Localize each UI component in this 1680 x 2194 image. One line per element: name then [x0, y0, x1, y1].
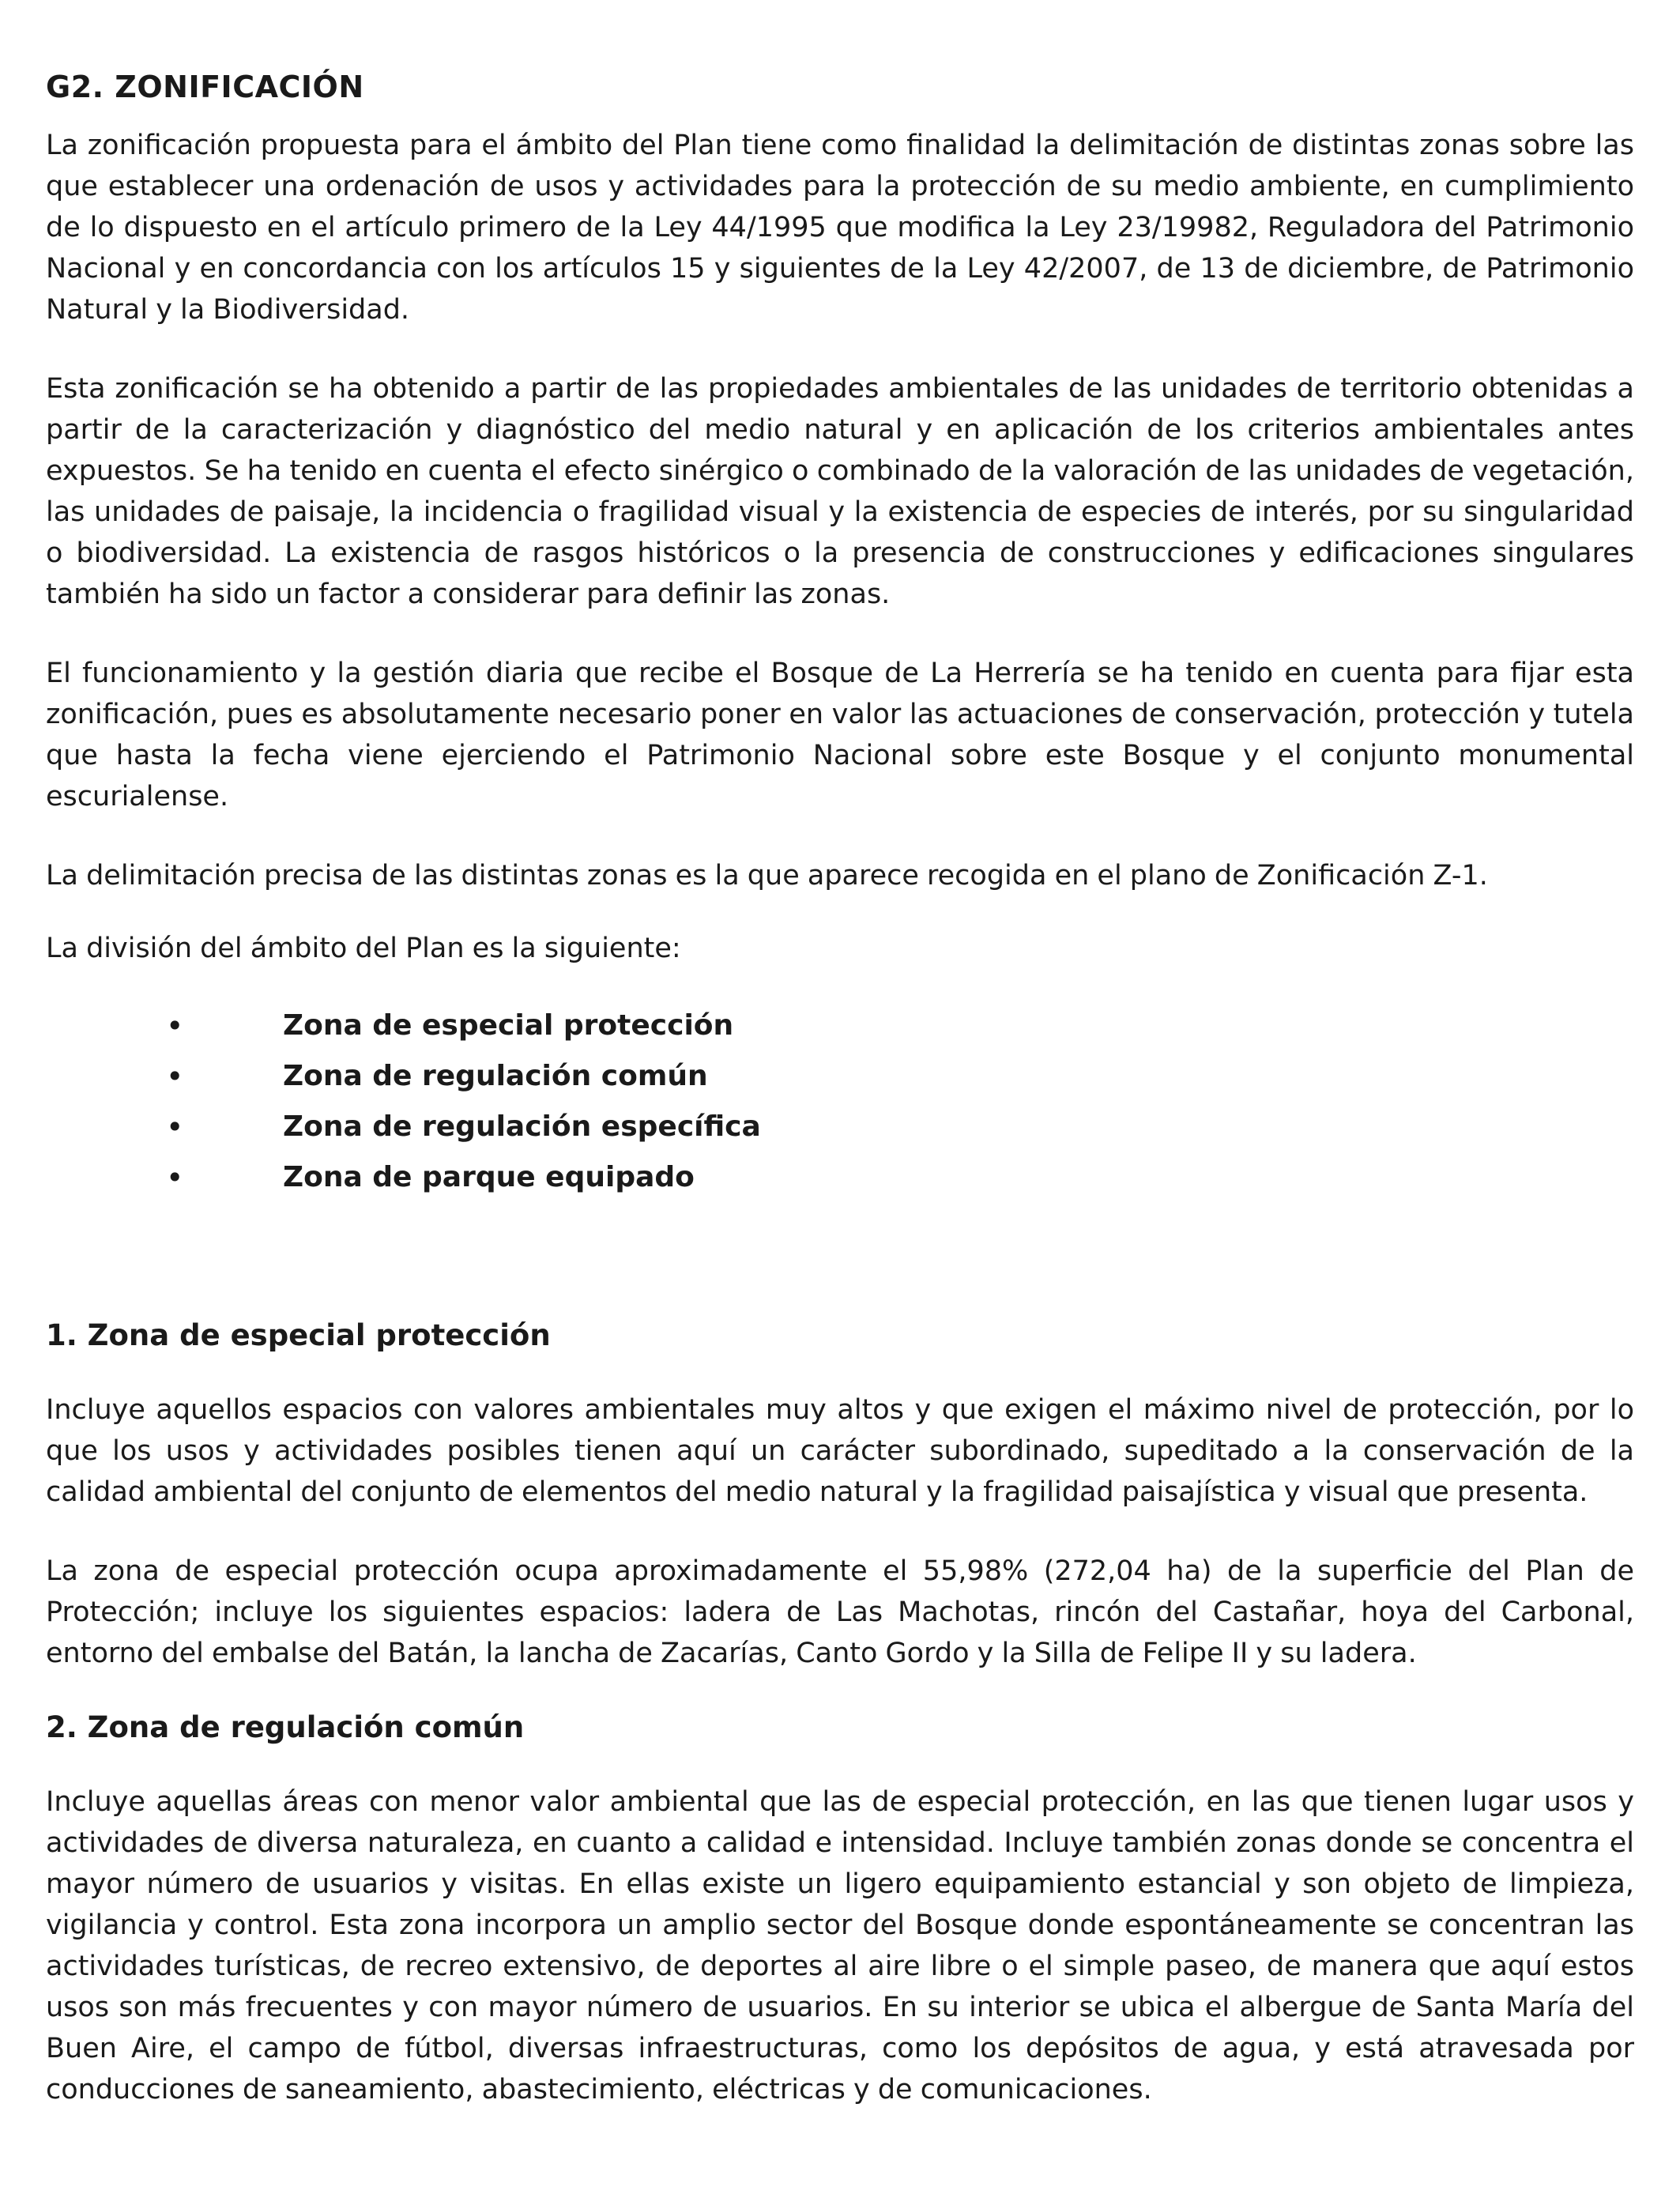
- bullet-icon: •: [166, 1110, 184, 1144]
- section-2-paragraph-1: Incluye aquellas áreas con menor valor ambiental que las de especial protección, en las que tienen lugar usos y actividades de diversa naturaleza, en cuanto a calidad e intensidad. Incluye también zonas donde se concentra el mayor número de usuarios y visitas. En ellas existe un ligero equipamiento estancial y son objeto de limpieza, vigilancia y control. Esta zona incorpora un amplio sector del Bosque donde espontáneamente se concentran las actividades turísticas, de recreo extensivo, de deportes al aire libre o el simple paseo, de manera que aquí estos usos son más frecuentes y con mayor número de usuarios. En su interior se ubica el albergue de Santa María del Buen Aire, el campo de fútbol, diversas infraestructuras, como los depósitos de agua, y está atravesada por conducciones de saneamiento, abastecimiento, eléctricas y de comunicaciones.: [46, 1786, 1634, 2105]
- section-heading-common-regulation: 2. Zona de regulación común: [46, 1710, 525, 1744]
- zone-label: Zona de regulación específica: [283, 1110, 761, 1143]
- section-heading-special-protection: 1. Zona de especial protección: [46, 1318, 551, 1352]
- zone-label: Zona de especial protección: [283, 1009, 734, 1042]
- zone-label: Zona de parque equipado: [283, 1161, 695, 1193]
- section-1-paragraph-1: Incluye aquellos espacios con valores ambientales muy altos y que exigen el máximo nivel de protección, por lo que los usos y actividades posibles tienen aquí un carácter subordinado, supeditado a la conservación de la calidad ambiental del conjunto de elementos del medio natural y la fragilidad paisajística y visual que presenta.: [46, 1394, 1634, 1508]
- zone-list-item: [46, 1102, 1634, 1152]
- page-title: G2. ZONIFICACIÓN: [46, 70, 364, 104]
- intro-paragraph-4: La delimitación precisa de las distintas zonas es la que aparece recogida en el plano de Zonificación Z-1.: [46, 860, 1488, 892]
- bullet-icon: •: [166, 1160, 184, 1195]
- bullet-icon: •: [166, 1059, 184, 1094]
- zone-list-item: [46, 1001, 1634, 1051]
- intro-paragraph-5: La división del ámbito del Plan es la siguiente:: [46, 933, 681, 964]
- zone-list: [46, 1001, 1634, 1203]
- intro-paragraph-2: Esta zonificación se ha obtenido a partir de las propiedades ambientales de las unidades de territorio obtenidas a partir de la caracterización y diagnóstico del medio natural y en aplicación de los criterios ambientales antes expuestos. Se ha tenido en cuenta el efecto sinérgico o combinado de la valoración de las unidades de vegetación, las unidades de paisaje, la incidencia o fragilidad visual y la existencia de especies de interés, por su singularidad o biodiversidad. La existencia de rasgos históricos o la presencia de construcciones y edificaciones singulares también ha sido un factor a considerar para definir las zonas.: [46, 373, 1634, 610]
- bullet-icon: •: [166, 1008, 184, 1043]
- document-page: [46, 63, 1634, 2148]
- section-1-paragraph-2: La zona de especial protección ocupa aproximadamente el 55,98% (272,04 ha) de la superficie del Plan de Protección; incluye los siguientes espacios: ladera de Las Machotas, rincón del Castañar, hoya del Carbonal, entorno del embalse del Batán, la lancha de Zacarías, Canto Gordo y la Silla de Felipe II y su ladera.: [46, 1555, 1634, 1669]
- zone-list-item: [46, 1152, 1634, 1203]
- intro-paragraph-3: El funcionamiento y la gestión diaria que recibe el Bosque de La Herrería se ha tenido en cuenta para fijar esta zonificación, pues es absolutamente necesario poner en valor las actuaciones de conservación, protección y tutela que hasta la fecha viene ejerciendo el Patrimonio Nacional sobre este Bosque y el conjunto monumental escurialense.: [46, 658, 1634, 812]
- intro-paragraph-1: La zonificación propuesta para el ámbito del Plan tiene como finalidad la delimitación de distintas zonas sobre las que establecer una ordenación de usos y actividades para la protección de su medio ambiente, en cumplimiento de lo dispuesto en el artículo primero de la Ley 44/1995 que modifica la Ley 23/19982, Reguladora del Patrimonio Nacional y en concordancia con los artículos 15 y siguientes de la Ley 42/2007, de 13 de diciembre, de Patrimonio Natural y la Biodiversidad.: [46, 130, 1634, 326]
- zone-label: Zona de regulación común: [283, 1060, 708, 1092]
- zone-list-item: [46, 1051, 1634, 1102]
- section-spacer: [46, 1203, 1634, 1314]
